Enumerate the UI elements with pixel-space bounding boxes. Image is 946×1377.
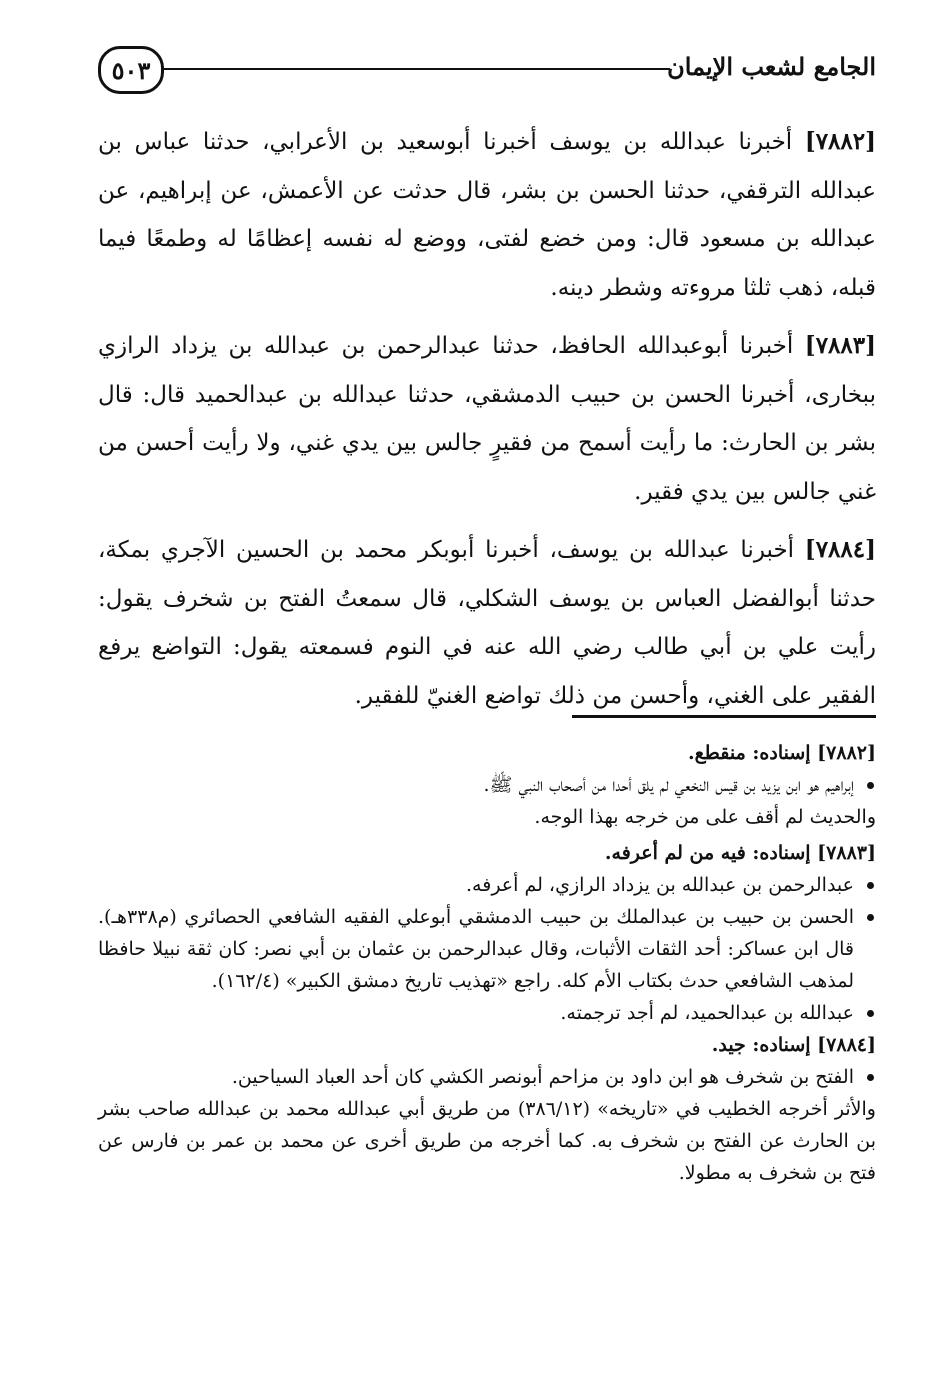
hadith-number: [٧٨٨٢] xyxy=(804,128,877,155)
bullet-icon xyxy=(867,1010,874,1017)
note-bullet xyxy=(98,769,876,801)
hadith-text: أخبرنا أبوعبدالله الحافظ، حدثنا عبدالرحمن بن عبدالله بن يزداد الرازي ببخارى، أخبرنا الحسن بن حبيب الدمشقي، حدثنا عبدالله بن عبدالحميد قال: قال بشر بن الحارث: ما رأيت أسمح من فقيرٍ جالس بين يدي غني، ولا رأيت أحسن من غني جالس بين يدي فقير. xyxy=(98,333,876,505)
hadith-paragraph xyxy=(98,322,876,516)
book-title: الجامع لشعب الإيمان xyxy=(667,52,876,81)
note-bullet-text: عبدالله بن عبدالحميد، لم أجد ترجمته. xyxy=(560,1002,854,1024)
page-header xyxy=(98,46,876,98)
hadith-text: أخبرنا عبدالله بن يوسف، أخبرنا أبوبكر محمد بن الحسين الآجري بمكة، حدثنا أبوالفضل العباس بن يوسف الشكلي، قال سمعتُ الفتح بن شخرف يقول: رأيت علي بن أبي طالب رضي الله عنه في النوم فسمعته يقول: التواضع يرفع الفقير على الغني، وأحسن من ذلك تواضع الغنيّ للفقير. xyxy=(98,537,876,709)
note-bullet xyxy=(98,997,876,1029)
note-heading: [٧٨٨٤] إسناده: جيد. xyxy=(711,1034,876,1056)
note-heading: [٧٨٨٢] إسناده: منقطع. xyxy=(687,742,876,764)
footnotes xyxy=(98,737,876,1193)
note-bullet xyxy=(98,1061,876,1093)
hadith-number: [٧٨٨٤] xyxy=(804,536,876,563)
note-bullet-text: عبدالرحمن بن عبدالله بن يزداد الرازي، لم أعرفه. xyxy=(466,874,854,896)
hadith-paragraph xyxy=(98,526,876,720)
bullet-icon xyxy=(867,914,874,921)
note-heading: [٧٨٨٣] إسناده: فيه من لم أعرفه. xyxy=(604,842,876,864)
page-number: ٥٠٣ xyxy=(98,46,164,94)
note-bullet xyxy=(98,901,876,997)
hadith-number: [٧٨٨٣] xyxy=(804,332,876,359)
note-bullet-text: إبراهيم هو ابن يزيد بن قيس النخعي لم يلق أحدا من أصحاب النبي ﷺ. xyxy=(483,774,854,796)
note-text: والأثر أخرجه الخطيب في «تاريخه» (٣٨٦/١٢) من طريق أبي عبدالله محمد بن عبدالله صاحب بشر بن الحارث عن الفتح بن شخرف به. كما أخرجه من طريق أخرى عن محمد بن عمر بن فارس عن فتح بن شخرف به مطولا. xyxy=(98,1098,876,1184)
note-bullet-text: الفتح بن شخرف هو ابن داود بن مزاحم أبونصر الكشي كان أحد العباد السياحين. xyxy=(231,1066,854,1088)
hadith-paragraph xyxy=(98,118,876,312)
note-text: والحديث لم أقف على من خرجه بهذا الوجه. xyxy=(534,806,876,828)
bullet-icon xyxy=(867,1074,874,1081)
bullet-icon xyxy=(867,882,874,889)
footnote-separator xyxy=(572,715,876,718)
main-text xyxy=(98,118,876,730)
hadith-text: أخبرنا عبدالله بن يوسف أخبرنا أبوسعيد بن الأعرابي، حدثنا عباس بن عبدالله الترقفي، حدثنا الحسن بن بشر، قال حدثت عن الأعمش، عن إبراهيم، عن عبدالله بن مسعود قال: ومن خضع لفتى، ووضع له نفسه إعظامًا له وطمعًا فيما قبله، ذهب ثلثا مروءته وشطر دينه. xyxy=(98,129,876,301)
header-rule xyxy=(164,68,670,70)
note-bullet-text: الحسن بن حبيب بن عبدالملك بن حبيب الدمشقي أبوعلي الفقيه الشافعي الحصائري (م٣٣٨هـ). قال ابن عساكر: أحد الثقات الأثبات، وقال عبدالرحمن بن عثمان بن أبي نصر: كان ثقة نبيلا حافظا لمذهب الشافعي حدث بكتاب الأم كله. راجع «تهذيب تاريخ دمشق الكبير» (١٦٢/٤). xyxy=(98,906,854,992)
bullet-icon xyxy=(867,782,874,789)
note-bullet xyxy=(98,869,876,901)
